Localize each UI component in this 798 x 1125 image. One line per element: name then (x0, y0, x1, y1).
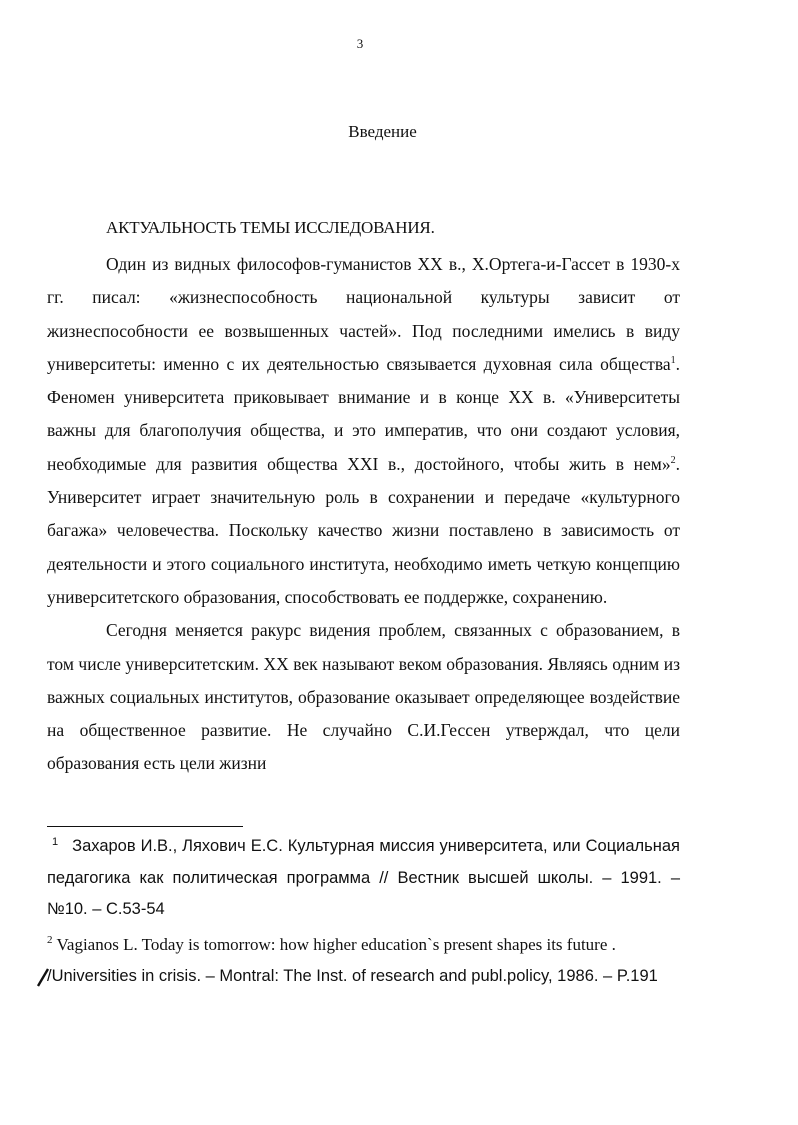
footnote-2 (47, 929, 680, 993)
footnote-ref-2: 2 (670, 454, 676, 466)
footnote-1-text: Захаров И.В., Ляхович Е.С. Культурная миссия университета, или Социальная педагогика как политическая программа // Вестник высшей школы. – 1991. – №10. – С.53-54 (47, 837, 680, 919)
page-heading: Введение (348, 122, 417, 141)
page-number: 3 (356, 36, 364, 51)
footnote-2-number: 2 (47, 934, 53, 947)
paragraph-1 (47, 248, 680, 614)
paragraph-2: Сегодня меняется ракурс видения проблем, связанных с образованием, в том числе университетским. XX век называют веком образования. Являясь одним из важных социальных институтов, образование оказывает определяющее воздействие на общественное развитие. Не случайно С.И.Гессен утверждал, что цели образования есть цели жизни (47, 620, 680, 774)
footnotes (47, 831, 680, 993)
footnote-1 (47, 831, 680, 926)
paragraph-1-part-3: . Университет играет значительную роль в сохранении и передаче «культурного багажа» человечества. Поскольку качество жизни поставлено в зависимость от деятельности и этого социального института, необходимо иметь четкую концепцию университетского образования, способствовать ее поддержке, сохранению. (47, 453, 680, 607)
section-title: АКТУАЛЬНОСТЬ ТЕМЫ ИССЛЕДОВАНИЯ. (106, 218, 435, 237)
footnote-1-number: 1 (52, 835, 59, 848)
paragraph-1-part-2: . Феномен университета приковывает внимание и в конце XX в. «Университеты важны для благополучия общества, и это императив, что они создают условия, необходимые для развития общества XXI в., достойного, чтобы жить в нем» (47, 353, 680, 474)
footnote-separator (47, 826, 243, 827)
paragraph-1-part-1: Один из видных философов-гуманистов XX в., Х.Ортега-и-Гассет в 1930-х гг. писал: «жизнеспособность национальной культуры зависит от жизнеспособности ее возвышенных частей». Под последними имелись в виду университеты: именно с их деятельностью связывается духовная сила общества (47, 254, 680, 374)
footnote-2-line-1: Vagianos L. Today is tomorrow: how higher education`s present shapes its future . (56, 934, 616, 954)
footnote-ref-1: 1 (670, 355, 676, 367)
footnote-2-text: /Universities in crisis. – Montral: The Inst. of research and publ.policy, 1986. – P.191 (47, 967, 658, 986)
handwritten-slash-mark (36, 967, 50, 987)
body-text (47, 248, 680, 781)
